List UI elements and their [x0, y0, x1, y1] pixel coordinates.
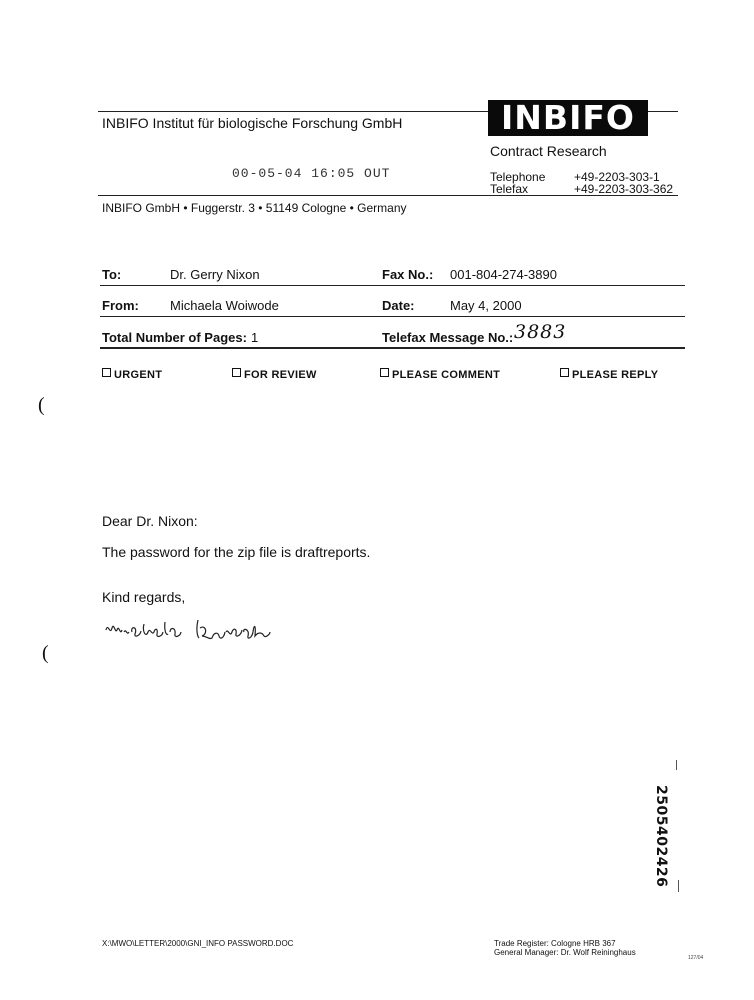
urgent-checkbox[interactable]: [102, 368, 162, 381]
page-code: 127/04: [688, 955, 704, 961]
salutation: Dear Dr. Nixon:: [102, 513, 198, 529]
please-comment-checkbox[interactable]: [380, 368, 500, 381]
file-path: X:\MWO\LETTER\2000\GNI_INFO PASSWORD.DOC: [102, 939, 294, 948]
field-rule: [100, 347, 685, 349]
address: INBIFO GmbH • Fuggerstr. 3 • 51149 Cologne • Germany: [102, 201, 407, 215]
trade-register: Trade Register: Cologne HRB 367: [494, 939, 616, 948]
organization-name: INBIFO Institut für biologische Forschung GmbH: [102, 115, 403, 131]
address-rule: [98, 195, 678, 196]
date-label: Date:: [382, 298, 415, 313]
please-comment-label: PLEASE COMMENT: [392, 369, 501, 381]
from-label: From:: [102, 298, 139, 313]
signature: [102, 610, 282, 650]
message-number-handwritten: 3883: [514, 321, 567, 343]
pages-label: Total Number of Pages:: [102, 330, 247, 345]
please-reply-label: PLEASE REPLY: [572, 369, 659, 381]
for-review-checkbox[interactable]: [232, 368, 317, 381]
please-reply-checkbox[interactable]: [560, 368, 658, 381]
telephone-value: +49-2203-303-1: [574, 170, 660, 184]
field-rule: [100, 316, 685, 317]
pages-value: 1: [251, 330, 259, 345]
telefax-label: Telefax: [490, 182, 529, 196]
checkbox-square: [232, 368, 241, 377]
fax-number-value: 001-804-274-3890: [450, 267, 557, 282]
general-manager: General Manager: Dr. Wolf Reininghaus: [494, 948, 636, 957]
checkbox-square: [102, 368, 111, 377]
punch-hole-mark: (: [42, 642, 49, 664]
fax-number-label: Fax No.:: [382, 267, 434, 282]
date-value: May 4, 2000: [450, 298, 522, 313]
margin-tick: [676, 760, 677, 770]
fax-timestamp: 00-05-04 16:05 OUT: [232, 166, 391, 181]
field-rule: [100, 285, 685, 286]
margin-tick: [678, 880, 679, 892]
punch-hole-mark: (: [38, 394, 45, 416]
from-value: Michaela Woiwode: [170, 298, 279, 313]
message-number-label: Telefax Message No.:: [382, 330, 514, 345]
to-value: Dr. Gerry Nixon: [170, 267, 260, 282]
checkbox-square: [380, 368, 389, 377]
tagline: Contract Research: [490, 143, 607, 159]
closing: Kind regards,: [102, 589, 186, 605]
checkbox-square: [560, 368, 569, 377]
document-id-stamp: 2505402426: [653, 785, 669, 888]
inbifo-logo: INBIFO: [488, 100, 648, 136]
message-body: The password for the zip file is draftreports.: [102, 544, 371, 560]
urgent-label: URGENT: [114, 369, 163, 381]
to-label: To:: [102, 267, 122, 282]
telefax-value: +49-2203-303-362: [574, 182, 674, 196]
for-review-label: FOR REVIEW: [244, 369, 317, 381]
telephone-label: Telephone: [490, 170, 546, 184]
